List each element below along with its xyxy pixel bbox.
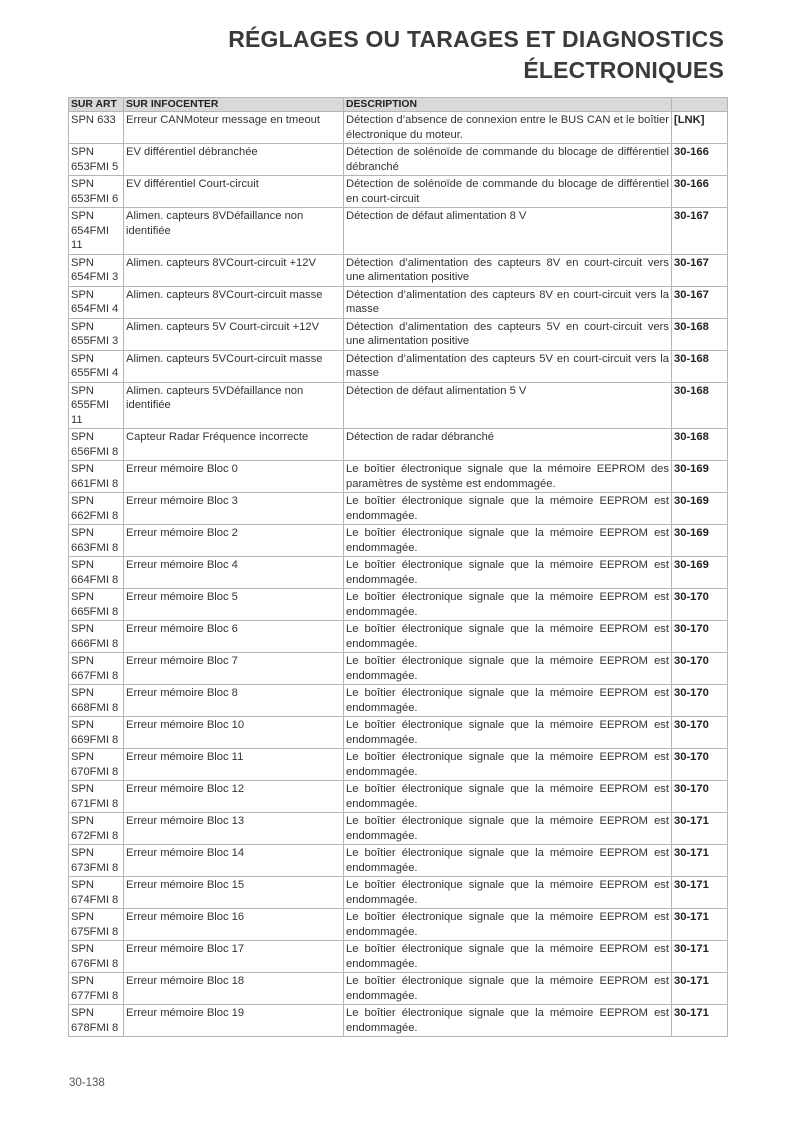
table-row xyxy=(69,382,728,429)
cell-sur-art: SPN 655FMI 11 xyxy=(69,382,124,429)
cell-sur-infocenter: Erreur mémoire Bloc 5 xyxy=(124,589,344,621)
cell-sur-infocenter: Erreur mémoire Bloc 10 xyxy=(124,717,344,749)
table-row xyxy=(69,144,728,176)
cell-description: Détection d’alimentation des capteurs 8V en court-circuit vers la masse xyxy=(344,286,672,318)
cell-sur-infocenter: Erreur mémoire Bloc 3 xyxy=(124,493,344,525)
cell-page-link[interactable]: 30-168 xyxy=(672,429,728,461)
cell-sur-art: SPN 669FMI 8 xyxy=(69,717,124,749)
cell-description: Le boîtier électronique signale que la mémoire EEPROM est endommagée. xyxy=(344,685,672,717)
cell-sur-infocenter: Erreur mémoire Bloc 14 xyxy=(124,845,344,877)
diagnostic-codes-table xyxy=(68,97,728,1037)
cell-sur-art: SPN 672FMI 8 xyxy=(69,813,124,845)
cell-sur-art: SPN 666FMI 8 xyxy=(69,621,124,653)
cell-description: Le boîtier électronique signale que la mémoire EEPROM est endommagée. xyxy=(344,589,672,621)
cell-sur-art: SPN 675FMI 8 xyxy=(69,909,124,941)
page-title xyxy=(228,24,724,86)
table-row xyxy=(69,525,728,557)
cell-sur-art: SPN 665FMI 8 xyxy=(69,589,124,621)
cell-page-link[interactable]: 30-171 xyxy=(672,909,728,941)
cell-sur-infocenter: Erreur mémoire Bloc 11 xyxy=(124,749,344,781)
table-row xyxy=(69,621,728,653)
cell-description: Le boîtier électronique signale que la mémoire EEPROM est endommagée. xyxy=(344,877,672,909)
cell-sur-infocenter: Erreur mémoire Bloc 18 xyxy=(124,973,344,1005)
cell-description: Le boîtier électronique signale que la mémoire EEPROM est endommagée. xyxy=(344,525,672,557)
cell-page-link[interactable]: 30-169 xyxy=(672,557,728,589)
table-row xyxy=(69,429,728,461)
cell-sur-infocenter: Erreur mémoire Bloc 6 xyxy=(124,621,344,653)
cell-sur-infocenter: Erreur mémoire Bloc 8 xyxy=(124,685,344,717)
cell-description: Le boîtier électronique signale que la mémoire EEPROM est endommagée. xyxy=(344,749,672,781)
cell-sur-infocenter: Erreur mémoire Bloc 12 xyxy=(124,781,344,813)
cell-sur-infocenter: Erreur mémoire Bloc 17 xyxy=(124,941,344,973)
cell-sur-infocenter: Erreur mémoire Bloc 0 xyxy=(124,461,344,493)
cell-sur-art: SPN 662FMI 8 xyxy=(69,493,124,525)
table-row xyxy=(69,877,728,909)
cell-page-link[interactable]: [LNK] xyxy=(672,112,728,144)
cell-description: Le boîtier électronique signale que la mémoire EEPROM est endommagée. xyxy=(344,845,672,877)
cell-sur-art: SPN 661FMI 8 xyxy=(69,461,124,493)
cell-page-link[interactable]: 30-171 xyxy=(672,941,728,973)
table-row xyxy=(69,318,728,350)
cell-sur-art: SPN 671FMI 8 xyxy=(69,781,124,813)
cell-sur-infocenter: Erreur mémoire Bloc 4 xyxy=(124,557,344,589)
table-row xyxy=(69,350,728,382)
cell-sur-art: SPN 654FMI 3 xyxy=(69,254,124,286)
cell-sur-art: SPN 670FMI 8 xyxy=(69,749,124,781)
table-row xyxy=(69,589,728,621)
cell-description: Détection d’alimentation des capteurs 5V en court-circuit vers une alimentation positive xyxy=(344,318,672,350)
cell-description: Détection de défaut alimentation 5 V xyxy=(344,382,672,429)
cell-description: Détection d’alimentation des capteurs 8V en court-circuit vers une alimentation positive xyxy=(344,254,672,286)
cell-description: Le boîtier électronique signale que la mémoire EEPROM est endommagée. xyxy=(344,557,672,589)
cell-page-link[interactable]: 30-170 xyxy=(672,589,728,621)
cell-description: Le boîtier électronique signale que la mémoire EEPROM est endommagée. xyxy=(344,941,672,973)
cell-page-link[interactable]: 30-170 xyxy=(672,781,728,813)
cell-page-link[interactable]: 30-168 xyxy=(672,350,728,382)
cell-sur-infocenter: Erreur mémoire Bloc 13 xyxy=(124,813,344,845)
cell-description: Le boîtier électronique signale que la mémoire EEPROM des paramètres de système est endommagée. xyxy=(344,461,672,493)
table-row xyxy=(69,909,728,941)
cell-page-link[interactable]: 30-167 xyxy=(672,254,728,286)
cell-sur-art: SPN 668FMI 8 xyxy=(69,685,124,717)
cell-sur-infocenter: Alimen. capteurs 5V Court-circuit +12V xyxy=(124,318,344,350)
cell-sur-art: SPN 677FMI 8 xyxy=(69,973,124,1005)
cell-page-link[interactable]: 30-168 xyxy=(672,318,728,350)
cell-description: Le boîtier électronique signale que la mémoire EEPROM est endommagée. xyxy=(344,813,672,845)
table-row xyxy=(69,112,728,144)
cell-sur-art: SPN 678FMI 8 xyxy=(69,1005,124,1037)
cell-page-link[interactable]: 30-171 xyxy=(672,1005,728,1037)
table-row xyxy=(69,557,728,589)
header-description: DESCRIPTION xyxy=(344,98,672,112)
cell-page-link[interactable]: 30-169 xyxy=(672,493,728,525)
table-row xyxy=(69,941,728,973)
cell-sur-art: SPN 664FMI 8 xyxy=(69,557,124,589)
cell-sur-art: SPN 633 xyxy=(69,112,124,144)
cell-sur-art: SPN 654FMI 11 xyxy=(69,208,124,255)
cell-sur-art: SPN 655FMI 3 xyxy=(69,318,124,350)
cell-page-link[interactable]: 30-169 xyxy=(672,461,728,493)
cell-page-link[interactable]: 30-171 xyxy=(672,877,728,909)
cell-description: Le boîtier électronique signale que la mémoire EEPROM est endommagée. xyxy=(344,621,672,653)
cell-sur-infocenter: Alimen. capteurs 5VDéfaillance non identifiée xyxy=(124,382,344,429)
cell-sur-art: SPN 653FMI 5 xyxy=(69,144,124,176)
cell-description: Le boîtier électronique signale que la mémoire EEPROM est endommagée. xyxy=(344,493,672,525)
header-sur-infocenter: SUR INFOCENTER xyxy=(124,98,344,112)
cell-description: Le boîtier électronique signale que la mémoire EEPROM est endommagée. xyxy=(344,717,672,749)
cell-sur-infocenter: Alimen. capteurs 8VCourt-circuit +12V xyxy=(124,254,344,286)
cell-page-link[interactable]: 30-169 xyxy=(672,525,728,557)
cell-sur-infocenter: EV différentiel débranchée xyxy=(124,144,344,176)
table-row xyxy=(69,1005,728,1037)
table-row xyxy=(69,286,728,318)
cell-description: Le boîtier électronique signale que la mémoire EEPROM est endommagée. xyxy=(344,909,672,941)
cell-description: Le boîtier électronique signale que la mémoire EEPROM est endommagée. xyxy=(344,1005,672,1037)
cell-description: Détection de radar débranché xyxy=(344,429,672,461)
cell-sur-art: SPN 676FMI 8 xyxy=(69,941,124,973)
cell-sur-infocenter: Erreur mémoire Bloc 7 xyxy=(124,653,344,685)
table-row xyxy=(69,973,728,1005)
cell-sur-infocenter: Erreur mémoire Bloc 16 xyxy=(124,909,344,941)
cell-sur-infocenter: Erreur mémoire Bloc 2 xyxy=(124,525,344,557)
header-link xyxy=(672,98,728,112)
table-row xyxy=(69,749,728,781)
cell-sur-art: SPN 663FMI 8 xyxy=(69,525,124,557)
table-row xyxy=(69,845,728,877)
table-row xyxy=(69,176,728,208)
table-body xyxy=(69,112,728,1037)
page-title-line-2: ÉLECTRONIQUES xyxy=(523,57,724,83)
cell-description: Détection d’alimentation des capteurs 5V en court-circuit vers la masse xyxy=(344,350,672,382)
cell-sur-infocenter: EV différentiel Court-circuit xyxy=(124,176,344,208)
cell-sur-infocenter: Capteur Radar Fréquence incorrecte xyxy=(124,429,344,461)
cell-page-link[interactable]: 30-167 xyxy=(672,286,728,318)
cell-page-link[interactable]: 30-170 xyxy=(672,685,728,717)
cell-page-link[interactable]: 30-168 xyxy=(672,382,728,429)
cell-sur-art: SPN 654FMI 4 xyxy=(69,286,124,318)
cell-page-link[interactable]: 30-166 xyxy=(672,144,728,176)
cell-sur-infocenter: Erreur mémoire Bloc 15 xyxy=(124,877,344,909)
cell-page-link[interactable]: 30-166 xyxy=(672,176,728,208)
cell-description: Détection de solénoïde de commande du blocage de différentiel débranché xyxy=(344,144,672,176)
cell-description: Détection de solénoïde de commande du blocage de différentiel en court-circuit xyxy=(344,176,672,208)
table-row xyxy=(69,685,728,717)
cell-page-link[interactable]: 30-170 xyxy=(672,717,728,749)
table-row xyxy=(69,254,728,286)
cell-page-link[interactable]: 30-170 xyxy=(672,749,728,781)
table-row xyxy=(69,717,728,749)
cell-page-link[interactable]: 30-167 xyxy=(672,208,728,255)
cell-sur-infocenter: Alimen. capteurs 5VCourt-circuit masse xyxy=(124,350,344,382)
cell-page-link[interactable]: 30-170 xyxy=(672,621,728,653)
cell-sur-infocenter: Erreur CANMoteur message en tmeout xyxy=(124,112,344,144)
table-row xyxy=(69,461,728,493)
cell-page-link[interactable]: 30-171 xyxy=(672,845,728,877)
cell-sur-art: SPN 656FMI 8 xyxy=(69,429,124,461)
table-row xyxy=(69,208,728,255)
cell-description: Le boîtier électronique signale que la mémoire EEPROM est endommagée. xyxy=(344,653,672,685)
cell-page-link[interactable]: 30-170 xyxy=(672,653,728,685)
cell-sur-infocenter: Alimen. capteurs 8VDéfaillance non identifiée xyxy=(124,208,344,255)
cell-sur-infocenter: Alimen. capteurs 8VCourt-circuit masse xyxy=(124,286,344,318)
cell-description: Détection d’absence de connexion entre le BUS CAN et le boîtier électronique du moteur. xyxy=(344,112,672,144)
page-number: 30-138 xyxy=(69,1077,105,1089)
cell-sur-art: SPN 655FMI 4 xyxy=(69,350,124,382)
table-row xyxy=(69,653,728,685)
table-row xyxy=(69,781,728,813)
cell-description: Détection de défaut alimentation 8 V xyxy=(344,208,672,255)
cell-sur-art: SPN 667FMI 8 xyxy=(69,653,124,685)
cell-sur-art: SPN 673FMI 8 xyxy=(69,845,124,877)
table-row xyxy=(69,493,728,525)
header-sur-art: SUR ART xyxy=(69,98,124,112)
cell-description: Le boîtier électronique signale que la mémoire EEPROM est endommagée. xyxy=(344,973,672,1005)
table-header-row xyxy=(69,98,728,112)
cell-page-link[interactable]: 30-171 xyxy=(672,973,728,1005)
page-title-line-1: RÉGLAGES OU TARAGES ET DIAGNOSTICS xyxy=(228,26,724,52)
cell-sur-infocenter: Erreur mémoire Bloc 19 xyxy=(124,1005,344,1037)
cell-sur-art: SPN 653FMI 6 xyxy=(69,176,124,208)
cell-description: Le boîtier électronique signale que la mémoire EEPROM est endommagée. xyxy=(344,781,672,813)
table-row xyxy=(69,813,728,845)
cell-sur-art: SPN 674FMI 8 xyxy=(69,877,124,909)
cell-page-link[interactable]: 30-171 xyxy=(672,813,728,845)
